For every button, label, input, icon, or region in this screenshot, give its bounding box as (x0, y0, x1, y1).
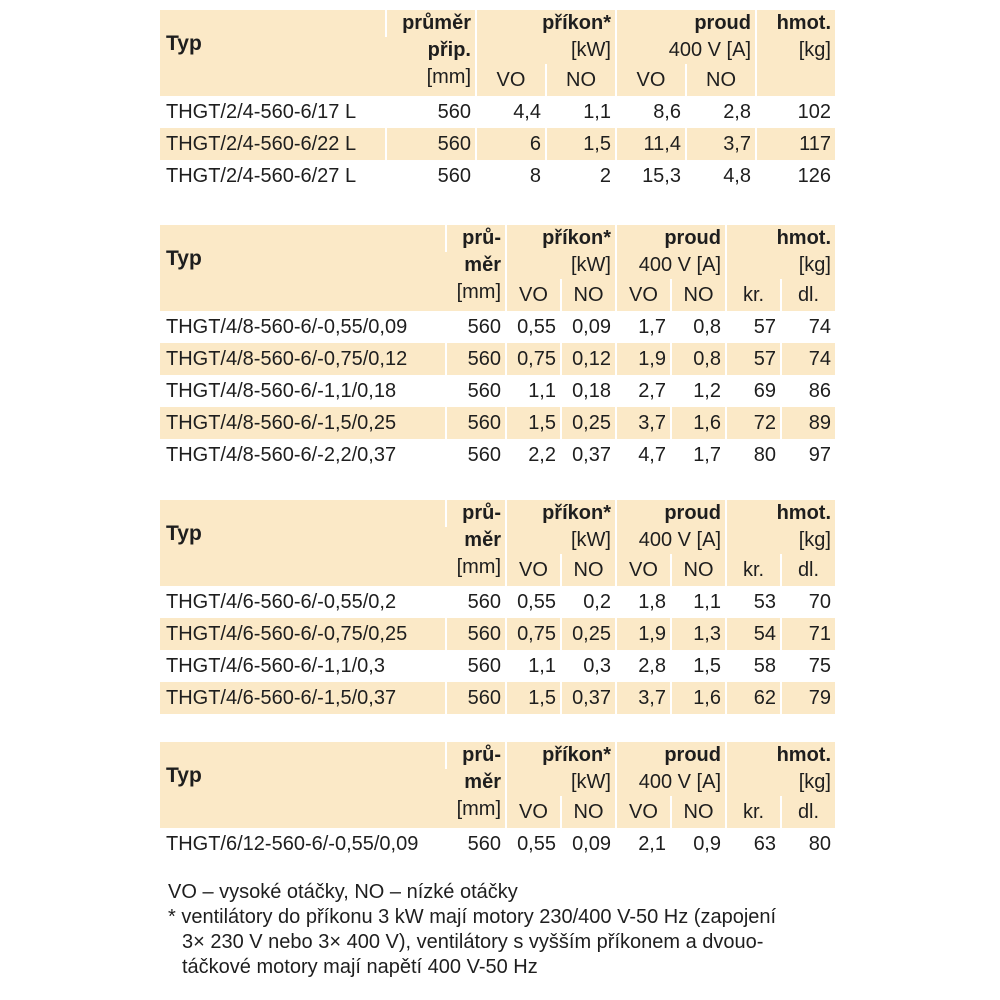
cell-typ: THGT/2/4-560-6/17 L (166, 100, 357, 123)
cell-typ: THGT/4/6-560-6/-0,75/0,25 (160, 618, 445, 650)
cell-current-no: 1,6 (670, 407, 725, 439)
header-typ: Typ (160, 742, 445, 828)
header-current-no: NO (670, 554, 725, 586)
header-power: příkon* (475, 10, 615, 37)
header-mass: hmot. (725, 500, 835, 527)
cell-power-no: 0,25 (560, 618, 615, 650)
footnote-asterisk-cont: táčkové motory mají napětí 400 V-50 Hz (182, 956, 538, 978)
header-power-unit: [kW] (505, 527, 615, 554)
spec-table-2 (160, 225, 835, 471)
cell-current-no: 2,8 (685, 96, 755, 128)
cell-current-no: 1,2 (670, 375, 725, 407)
cell-current-vo: 15,3 (615, 160, 685, 192)
header-diameter-unit: [mm] (445, 796, 505, 828)
cell-diameter: 560 (445, 828, 505, 860)
cell-typ: THGT/4/6-560-6/-1,1/0,3 (166, 654, 385, 677)
cell-power-no: 0,37 (560, 682, 615, 714)
table-row (160, 375, 835, 407)
cell-diameter: 560 (445, 439, 505, 471)
header-power-no: NO (560, 554, 615, 586)
table-row (160, 439, 835, 471)
header-current-vo: VO (615, 554, 670, 586)
cell-mass-kr: 63 (725, 828, 780, 860)
cell-current-no: 1,5 (670, 650, 725, 682)
cell-current-no: 1,1 (670, 586, 725, 618)
header-current: proud (615, 742, 725, 769)
cell-current-vo: 3,7 (615, 407, 670, 439)
cell-diameter: 560 (445, 682, 505, 714)
cell-diameter: 560 (385, 160, 475, 192)
cell-typ: THGT/4/6-560-6/-1,5/0,37 (160, 682, 445, 714)
cell-current-vo: 1,9 (615, 618, 670, 650)
cell-power-vo: 6 (475, 128, 545, 160)
header-current: proud (615, 500, 725, 527)
header-mass-unit: [kg] (725, 769, 835, 796)
cell-mass-kr: 53 (725, 586, 780, 618)
header-power-no: NO (560, 796, 615, 828)
cell-mass-dl: 70 (780, 586, 835, 618)
header-current-unit: 400 V [A] (615, 527, 725, 554)
header-mass: hmot. (725, 225, 835, 252)
header-current-no: NO (670, 796, 725, 828)
cell-power-vo: 4,4 (475, 96, 545, 128)
header-diameter-line2: přip. (385, 37, 475, 64)
footnote-asterisk: * ventilátory do příkonu 3 kW mají motory 230/400 V-50 Hz (zapojení (168, 906, 777, 928)
cell-current-vo: 1,8 (615, 586, 670, 618)
header-current-unit: 400 V [A] (615, 37, 755, 64)
cell-mass-dl: 79 (780, 682, 835, 714)
cell-diameter: 560 (385, 128, 475, 160)
cell-typ: THGT/2/4-560-6/27 L (166, 164, 357, 187)
spec-table-3 (160, 500, 835, 714)
cell-current-vo: 2,7 (615, 375, 670, 407)
header-power-unit: [kW] (505, 769, 615, 796)
cell-power-vo: 0,75 (505, 618, 560, 650)
cell-power-no: 0,18 (560, 375, 615, 407)
header-power-unit: [kW] (505, 252, 615, 279)
cell-power-vo: 0,55 (505, 828, 560, 860)
cell-current-vo: 4,7 (615, 439, 670, 471)
cell-current-vo: 2,8 (615, 650, 670, 682)
cell-power-no: 0,2 (560, 586, 615, 618)
header-typ: Typ (160, 500, 445, 586)
cell-mass-kr: 57 (725, 343, 780, 375)
cell-typ: THGT/4/6-560-6/-0,55/0,2 (166, 590, 397, 613)
cell-power-vo: 1,5 (505, 682, 560, 714)
header-power-no: NO (545, 64, 615, 96)
header-mass-unit: [kg] (725, 252, 835, 279)
cell-mass-dl: 74 (780, 343, 835, 375)
cell-typ: THGT/4/8-560-6/-2,2/0,37 (166, 443, 397, 466)
cell-typ: THGT/4/8-560-6/-1,1/0,18 (166, 379, 397, 402)
header-mass-dl: dl. (780, 796, 835, 828)
header-diameter: prů- (445, 225, 505, 252)
cell-power-no: 1,5 (545, 128, 615, 160)
header-power-vo: VO (475, 64, 545, 96)
header-diameter: prů- (445, 742, 505, 769)
header-mass-unit: [kg] (725, 527, 835, 554)
cell-power-no: 0,37 (560, 439, 615, 471)
header-diameter-line2: měr (445, 769, 505, 796)
header-mass-kr: kr. (725, 796, 780, 828)
cell-diameter: 560 (445, 407, 505, 439)
cell-typ: THGT/4/8-560-6/-1,5/0,25 (160, 407, 445, 439)
cell-mass-kr: 72 (725, 407, 780, 439)
table-row (160, 407, 835, 439)
header-mass-dl: dl. (780, 554, 835, 586)
table-row (160, 128, 835, 160)
header-current-no: NO (670, 279, 725, 311)
cell-current-vo: 11,4 (615, 128, 685, 160)
spec-table-4 (160, 742, 835, 860)
table-row (160, 828, 835, 860)
cell-power-no: 2 (545, 160, 615, 192)
cell-power-vo: 0,55 (505, 586, 560, 618)
header-power-vo: VO (505, 796, 560, 828)
table-row (160, 160, 835, 192)
cell-power-vo: 0,55 (505, 311, 560, 343)
cell-diameter: 560 (445, 343, 505, 375)
cell-power-vo: 8 (475, 160, 545, 192)
cell-current-no: 1,3 (670, 618, 725, 650)
table-row (160, 682, 835, 714)
cell-mass-dl: 86 (780, 375, 835, 407)
cell-diameter: 560 (445, 311, 505, 343)
cell-mass-dl: 75 (780, 650, 835, 682)
table-row (160, 343, 835, 375)
header-current-vo: VO (615, 279, 670, 311)
header-power-vo: VO (505, 279, 560, 311)
cell-typ: THGT/2/4-560-6/22 L (160, 128, 385, 160)
header-mass-kr: kr. (725, 554, 780, 586)
cell-mass-kr: 57 (725, 311, 780, 343)
table-row (160, 96, 835, 128)
header-current-unit: 400 V [A] (615, 252, 725, 279)
header-mass-unit: [kg] (755, 37, 835, 64)
cell-diameter: 560 (445, 375, 505, 407)
header-power: příkon* (505, 500, 615, 527)
cell-current-vo: 1,7 (615, 311, 670, 343)
cell-current-vo: 1,9 (615, 343, 670, 375)
header-typ: Typ (160, 10, 385, 96)
header-current-no: NO (685, 64, 755, 96)
cell-diameter: 560 (445, 586, 505, 618)
cell-mass: 102 (755, 96, 835, 128)
footnote-asterisk-cont: 3× 230 V nebo 3× 400 V), ventilátory s vyšším příkonem a dvouo- (182, 931, 764, 953)
cell-mass-kr: 80 (725, 439, 780, 471)
header-current: proud (615, 225, 725, 252)
cell-diameter: 560 (445, 618, 505, 650)
cell-mass-kr: 54 (725, 618, 780, 650)
header-current: proud (615, 10, 755, 37)
header-current-vo: VO (615, 796, 670, 828)
cell-mass: 117 (755, 128, 835, 160)
cell-current-vo: 8,6 (615, 96, 685, 128)
header-diameter: průměr (385, 10, 475, 37)
header-power-unit: [kW] (475, 37, 615, 64)
cell-typ: THGT/6/12-560-6/-0,55/0,09 (166, 832, 419, 855)
cell-power-no: 0,25 (560, 407, 615, 439)
cell-mass-kr: 58 (725, 650, 780, 682)
cell-current-no: 0,9 (670, 828, 725, 860)
cell-power-no: 0,12 (560, 343, 615, 375)
table-row (160, 311, 835, 343)
cell-mass-dl: 89 (780, 407, 835, 439)
cell-mass: 126 (755, 160, 835, 192)
cell-mass-kr: 62 (725, 682, 780, 714)
header-power-no: NO (560, 279, 615, 311)
cell-current-no: 0,8 (670, 343, 725, 375)
header-diameter: prů- (445, 500, 505, 527)
cell-current-no: 1,7 (670, 439, 725, 471)
cell-power-no: 0,3 (560, 650, 615, 682)
header-power: příkon* (505, 225, 615, 252)
header-mass-blank (755, 64, 835, 96)
cell-power-no: 0,09 (560, 311, 615, 343)
cell-power-vo: 1,5 (505, 407, 560, 439)
header-diameter-line2: měr (445, 527, 505, 554)
header-mass: hmot. (725, 742, 835, 769)
cell-power-vo: 2,2 (505, 439, 560, 471)
cell-mass-kr: 69 (725, 375, 780, 407)
cell-diameter: 560 (445, 650, 505, 682)
cell-typ: THGT/4/8-560-6/-0,75/0,12 (160, 343, 445, 375)
cell-current-no: 4,8 (685, 160, 755, 192)
cell-power-vo: 1,1 (505, 650, 560, 682)
cell-power-vo: 0,75 (505, 343, 560, 375)
header-mass-kr: kr. (725, 279, 780, 311)
cell-typ: THGT/4/8-560-6/-0,55/0,09 (166, 315, 408, 338)
table-row (160, 650, 835, 682)
cell-current-no: 3,7 (685, 128, 755, 160)
cell-power-no: 1,1 (545, 96, 615, 128)
header-diameter-unit: [mm] (445, 279, 505, 311)
header-diameter-unit: [mm] (445, 554, 505, 586)
cell-current-no: 0,8 (670, 311, 725, 343)
spec-table-1 (160, 10, 835, 192)
header-diameter-unit: [mm] (385, 64, 475, 96)
cell-mass-dl: 71 (780, 618, 835, 650)
table-row (160, 586, 835, 618)
cell-current-no: 1,6 (670, 682, 725, 714)
footnote-legend: VO – vysoké otáčky, NO – nízké otáčky (168, 881, 518, 903)
footnotes (168, 880, 848, 980)
cell-current-vo: 3,7 (615, 682, 670, 714)
header-typ: Typ (160, 225, 445, 311)
header-current-vo: VO (615, 64, 685, 96)
header-diameter-line2: měr (445, 252, 505, 279)
cell-power-vo: 1,1 (505, 375, 560, 407)
cell-mass-dl: 74 (780, 311, 835, 343)
cell-mass-dl: 80 (780, 828, 835, 860)
cell-mass-dl: 97 (780, 439, 835, 471)
header-power-vo: VO (505, 554, 560, 586)
cell-current-vo: 2,1 (615, 828, 670, 860)
table-row (160, 618, 835, 650)
cell-diameter: 560 (385, 96, 475, 128)
header-current-unit: 400 V [A] (615, 769, 725, 796)
cell-power-no: 0,09 (560, 828, 615, 860)
header-mass: hmot. (755, 10, 835, 37)
header-power: příkon* (505, 742, 615, 769)
header-mass-dl: dl. (780, 279, 835, 311)
